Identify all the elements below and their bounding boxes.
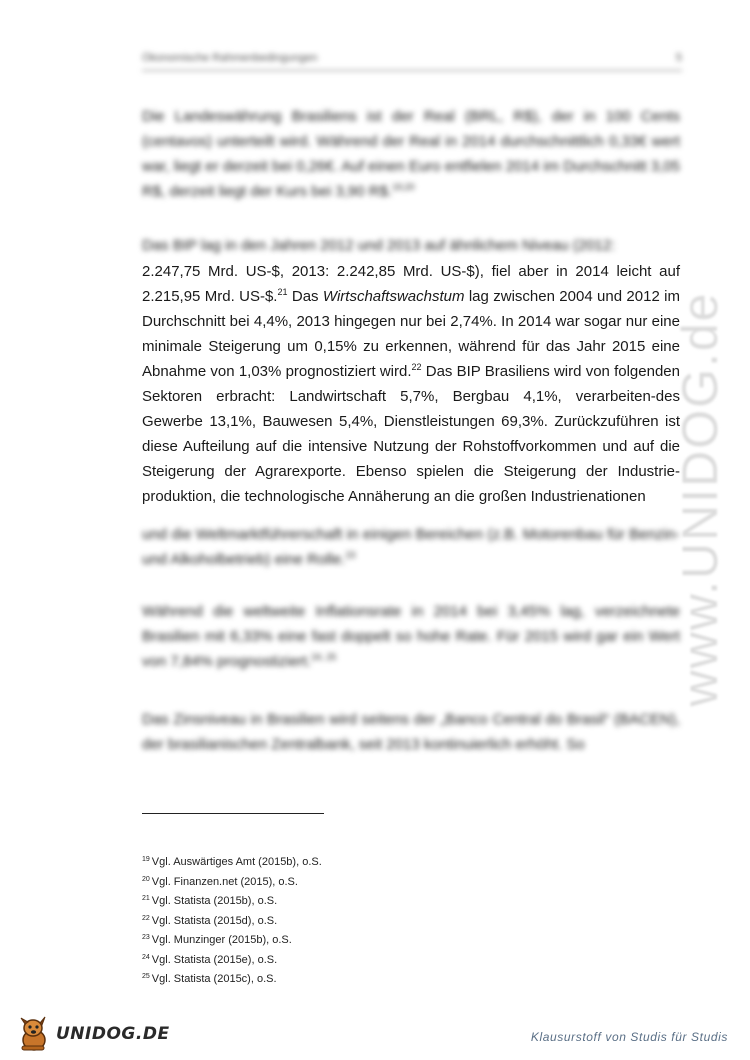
paragraph-gdp-tail <box>142 522 680 572</box>
paragraph-gdp-first-line <box>142 233 680 258</box>
paragraph-gdp-first-line-text: Das BIP lag in den Jahren 2012 und 2013 auf ähnlichem Niveau (2012: <box>142 237 616 254</box>
footnote-number: 23 <box>142 934 150 941</box>
dog-icon <box>18 1016 52 1052</box>
paragraph-gdp-tail-text: und die Weltmarktführerschaft in einigen Bereichen (z.B. Motorenbau für Benzin- und Alkoholbetrieb) eine Rolle. <box>142 526 680 568</box>
footnote-item <box>142 909 322 929</box>
footnote-text: Vgl. Auswärtiges Amt (2015b), o.S. <box>151 856 322 868</box>
footnote-item <box>142 948 322 968</box>
paragraph-inflation <box>142 599 680 674</box>
footer-logo[interactable] <box>18 1016 170 1052</box>
footnote-number: 19 <box>142 856 150 863</box>
paragraph-gdp-text-d: Das BIP Brasiliens wird von folgenden Sektoren erbracht: Landwirtschaft 5,7%, Bergbau 4,1%, verarbeiten-des Gewerbe 13,1%, Bauwesen 5,4%, Dienstleistungen 69,3%. Zurückzuführen ist diese Aufteilung auf die intensive Nutzung der Rohstoffvorkommen und auf die Steigerung der Agrarexporte. Ebenso spielen die Steigerung der Industrie-produktion, die technologische Annäherung an die großen Industrienationen <box>142 363 680 505</box>
footnote-ref: 21 <box>277 287 288 297</box>
watermark: www.UNIDOG.de <box>672 291 728 707</box>
paragraph-inflation-text: Während die weltweite Inflationsrate in 2014 bei 3,45% lag, verzeichnete Brasilien mit 6,33% eine fast doppelt so hohe Rate. Für 2015 wird gar ein Wert von 7,84% prognostiziert. <box>142 603 680 670</box>
footnote-text: Vgl. Munzinger (2015b), o.S. <box>151 934 292 946</box>
footnote-number: 22 <box>142 914 150 922</box>
footnote-text: Vgl. Statista (2015e), o.S. <box>151 953 278 966</box>
footnote-text: Vgl. Finanzen.net (2015), o.S. <box>151 875 298 888</box>
running-header <box>142 52 682 70</box>
footnote-number: 24 <box>142 953 150 961</box>
footnote-ref: 24, 25 <box>311 652 337 662</box>
footnote-list <box>142 850 322 987</box>
footnote-number: 20 <box>142 875 150 883</box>
footnote-number: 21 <box>142 895 150 902</box>
footnote-text: Vgl. Statista (2015b), o.S. <box>151 895 278 907</box>
paragraph-gdp-text-a: 2.247,75 Mrd. US-$, 2013: 2.242,85 Mrd. US-$), fiel aber in 2014 leicht auf 2.215,95 Mrd. US-$. <box>142 263 680 305</box>
footnote-ref: 22 <box>411 362 422 372</box>
page-number: 5 <box>675 52 682 64</box>
footnote-item <box>142 928 322 948</box>
paragraph-interest <box>142 707 680 757</box>
footer-tagline: Klausurstoff von Studis für Studis <box>530 1030 728 1044</box>
footnote-ref: 19,20 <box>392 182 415 192</box>
footnote-item <box>142 889 322 909</box>
paragraph-gdp-text-c: lag zwischen 2004 und 2012 im Durchschnitt bei 4,4%, 2013 hingegen nur bei 2,74%. In 2014 war sogar nur eine minimale Steigerung um 0,15% zu erkennen, während für das Jahr 2015 eine Abnahme von 1,03% prognostiziert wird. <box>142 288 681 380</box>
footnote-ref: 23 <box>345 550 356 560</box>
header-title: Ökonomische Rahmenbedingungen <box>142 52 318 64</box>
paragraph-gdp-text-b: Das <box>287 288 323 305</box>
footnote-item <box>142 850 322 870</box>
paragraph-currency-text: Die Landeswährung Brasiliens ist der Real (BRL, R$), der in 100 Cents (centavos) unterteilt wird. Während der Real in 2014 durchschnittlich 0,33€ wert war, liegt er derzeit bei 0,26€. Auf einen Euro entfielen 2014 im Durchschnitt 3,05 R$, derzeit liegt der Kurs bei 3,90 R$. <box>142 108 680 200</box>
footer-logo-text: UNIDOG.DE <box>56 1024 170 1044</box>
footnote-number: 25 <box>142 973 150 980</box>
footnote-divider <box>142 813 324 814</box>
footnote-text: Vgl. Statista (2015c), o.S. <box>151 973 277 985</box>
paragraph-interest-text: Das Zinsniveau in Brasilien wird seitens der „Banco Central do Brasil“ (BACEN), der brasilianischen Zentralbank, seit 2013 kontinuierlich erhöht. So <box>142 711 680 753</box>
header-divider <box>142 70 682 71</box>
footnote-text: Vgl. Statista (2015d), o.S. <box>151 914 278 927</box>
footnote-item <box>142 870 322 890</box>
paragraph-currency <box>142 104 680 204</box>
paragraph-gdp <box>142 259 680 509</box>
term-wirtschaftswachstum: Wirtschaftswachstum <box>322 288 465 305</box>
footnote-item <box>142 967 322 987</box>
